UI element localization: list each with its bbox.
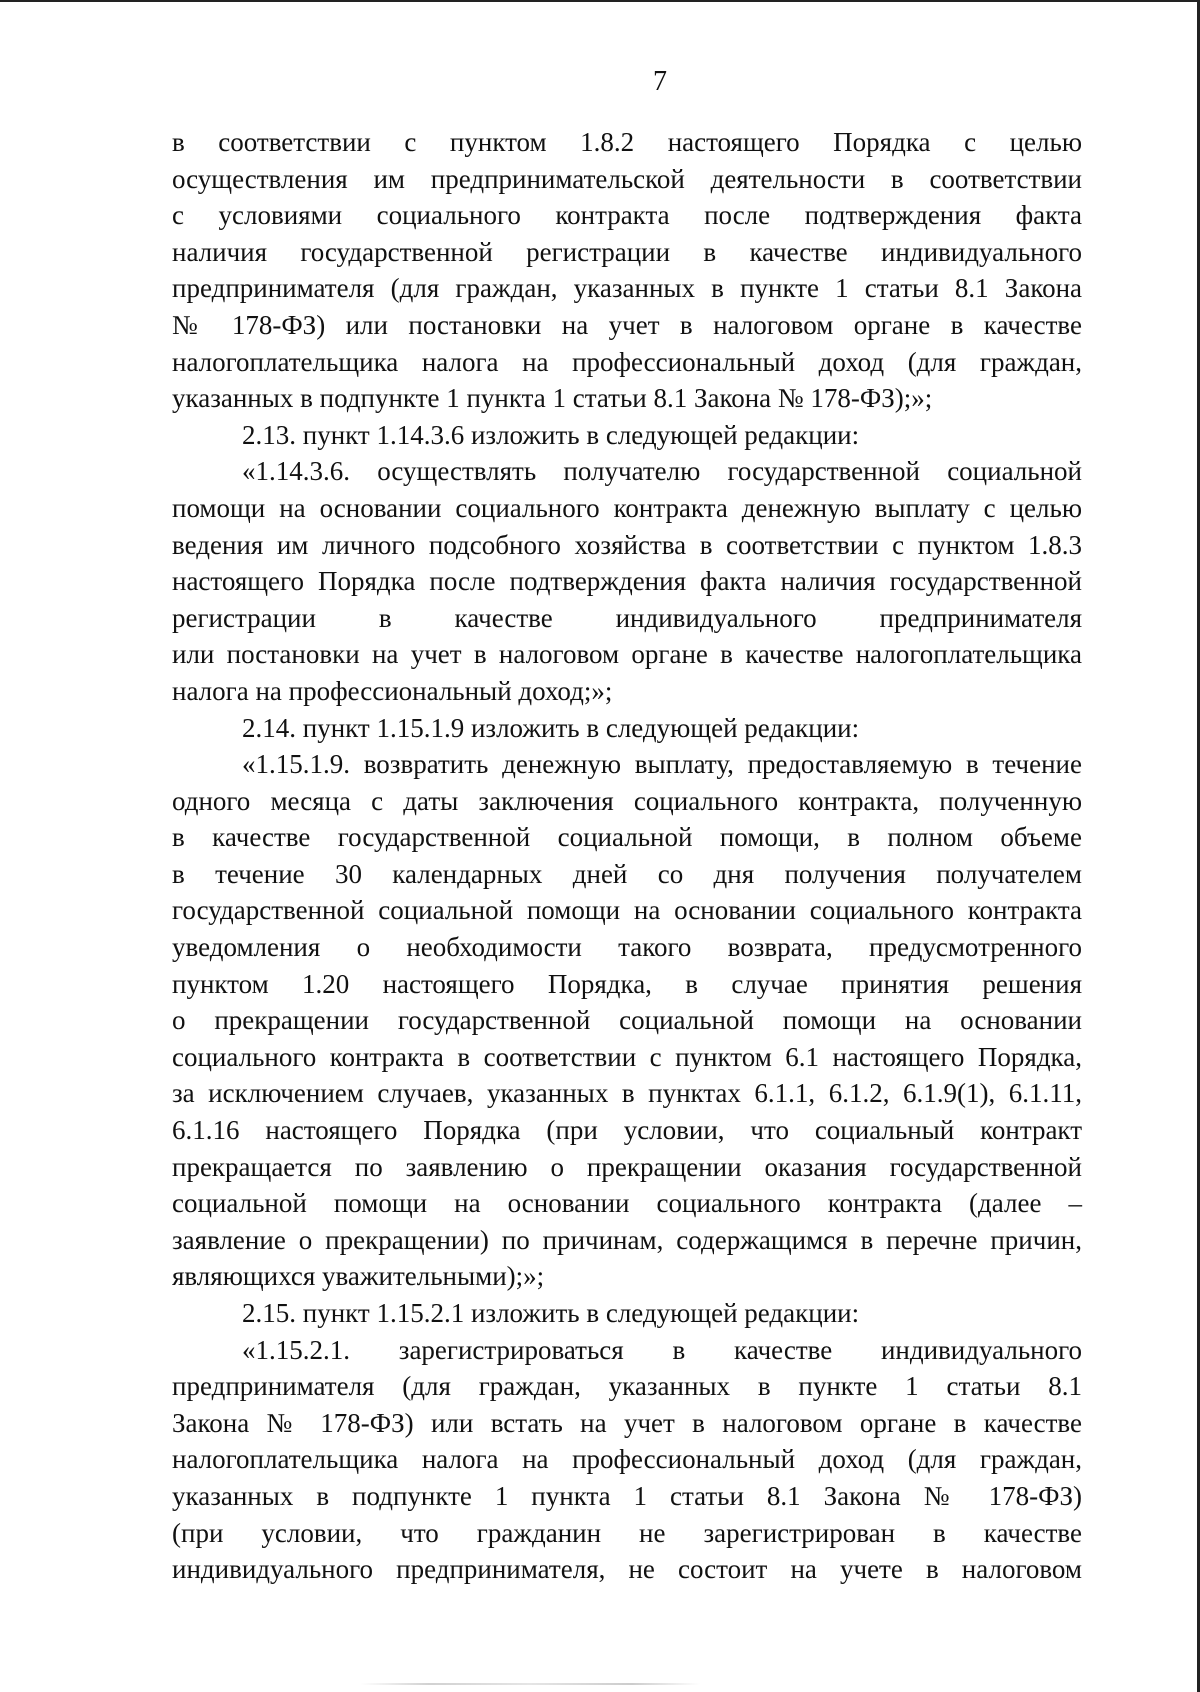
text-line: регистрации в качестве индивидуального предпринимателя bbox=[172, 602, 1082, 633]
text-line: указанных в подпункте 1 пункта 1 статьи 8.1 Закона № 178-ФЗ) bbox=[172, 1480, 1082, 1511]
text-line: социальной помощи на основании социального контракта (далее – bbox=[172, 1188, 1082, 1219]
text-line: предпринимателя (для граждан, указанных в пункте 1 статьи 8.1 Закона bbox=[172, 273, 1082, 304]
text-line: осуществления им предпринимательской деятельности в соответствии bbox=[172, 163, 1082, 194]
section-heading-2-13: 2.13. пункт 1.14.3.6 изложить в следующей редакции: bbox=[242, 419, 860, 450]
text-line: государственной социальной помощи на основании социального контракта bbox=[172, 895, 1082, 926]
scan-artifact bbox=[360, 1683, 700, 1685]
text-line: в соответствии с пунктом 1.8.2 настоящего Порядка с целью bbox=[172, 127, 1082, 157]
text-line: одного месяца с даты заключения социального контракта, полученную bbox=[172, 785, 1082, 816]
page-top-border bbox=[0, 0, 1200, 2]
text-line: о прекращении государственной социальной помощи на основании bbox=[172, 1005, 1082, 1036]
text-line: налогоплательщика налога на профессиональный доход (для граждан, bbox=[172, 346, 1082, 377]
text-line: помощи на основании социального контракта денежную выплату с целью bbox=[172, 492, 1082, 523]
text-line: социального контракта в соответствии с пунктом 6.1 настоящего Порядка, bbox=[172, 1041, 1082, 1072]
text-line: № 178-ФЗ) или постановки на учет в налоговом органе в качестве bbox=[172, 309, 1082, 340]
text-line: уведомления о необходимости такого возврата, предусмотренного bbox=[172, 932, 1082, 963]
text-line: наличия государственной регистрации в качестве индивидуального bbox=[172, 236, 1082, 267]
text-line: с условиями социального контракта после подтверждения факта bbox=[172, 200, 1082, 231]
text-line: в качестве государственной социальной помощи, в полном объеме bbox=[172, 822, 1082, 853]
text-line: индивидуального предпринимателя, не состоит на учете в налоговом bbox=[172, 1554, 1082, 1585]
text-line: или постановки на учет в налоговом органе в качестве налогоплательщика bbox=[172, 639, 1082, 670]
text-line: прекращается по заявлению о прекращении оказания государственной bbox=[172, 1151, 1082, 1182]
text-line: 6.1.16 настоящего Порядка (при условии, что социальный контракт bbox=[172, 1115, 1082, 1146]
section-heading-2-14: 2.14. пункт 1.15.1.9 изложить в следующей редакции: bbox=[242, 712, 860, 743]
text-line: налогоплательщика налога на профессиональный доход (для граждан, bbox=[172, 1444, 1082, 1475]
text-line: за исключением случаев, указанных в пунктах 6.1.1, 6.1.2, 6.1.9(1), 6.1.11, bbox=[172, 1078, 1082, 1109]
text-line: являющихся уважительными);»; bbox=[172, 1261, 545, 1292]
text-line: настоящего Порядка после подтверждения факта наличия государственной bbox=[172, 566, 1082, 597]
text-line: Закона № 178-ФЗ) или встать на учет в налоговом органе в качестве bbox=[172, 1407, 1082, 1438]
text-line: налога на профессиональный доход;»; bbox=[172, 675, 613, 706]
text-line: в течение 30 календарных дней со дня получения получателем bbox=[172, 858, 1082, 889]
text-line: заявление о прекращении) по причинам, содержащимся в перечне причин, bbox=[172, 1224, 1082, 1255]
text-line: пунктом 1.20 настоящего Порядка, в случае принятия решения bbox=[172, 968, 1082, 999]
section-heading-2-15: 2.15. пункт 1.15.2.1 изложить в следующей редакции: bbox=[242, 1298, 860, 1328]
text-line: «1.15.1.9. возвратить денежную выплату, предоставляемую в течение bbox=[242, 749, 1082, 780]
document-body bbox=[172, 124, 1082, 1588]
text-line: предпринимателя (для граждан, указанных в пункте 1 статьи 8.1 bbox=[172, 1371, 1082, 1402]
text-line: ведения им личного подсобного хозяйства в соответствии с пунктом 1.8.3 bbox=[172, 529, 1082, 560]
page-number: 7 bbox=[653, 66, 667, 97]
text-line: «1.14.3.6. осуществлять получателю государственной социальной bbox=[242, 456, 1082, 487]
text-line: (при условии, что гражданин не зарегистрирован в качестве bbox=[172, 1517, 1082, 1548]
text-line: указанных в подпункте 1 пункта 1 статьи 8.1 Закона № 178-ФЗ);»; bbox=[172, 383, 933, 414]
text-line: «1.15.2.1. зарегистрироваться в качестве индивидуального bbox=[242, 1334, 1082, 1365]
